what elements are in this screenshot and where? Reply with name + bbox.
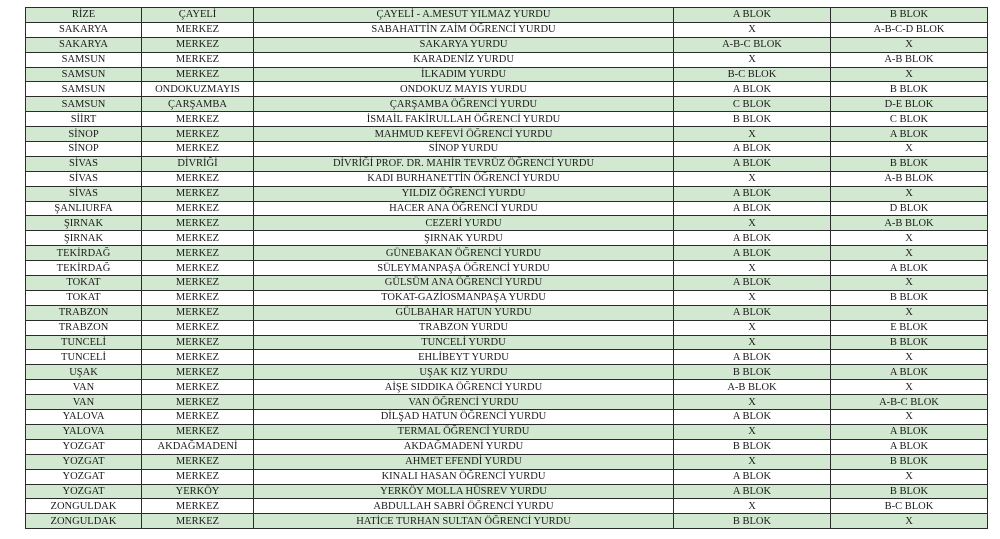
block-column-a-cell: X xyxy=(674,22,831,37)
dormitory-name-cell: ABDULLAH SABRİ ÖĞRENCİ YURDU xyxy=(254,499,674,514)
table-row xyxy=(26,67,988,82)
dormitory-name-cell: SAKARYA YURDU xyxy=(254,37,674,52)
dormitory-name-cell: CEZERİ YURDU xyxy=(254,216,674,231)
block-column-b-cell: A-B BLOK xyxy=(831,216,988,231)
province-cell: TRABZON xyxy=(26,305,142,320)
block-column-a-cell: B BLOK xyxy=(674,439,831,454)
province-cell: SİVAS xyxy=(26,156,142,171)
block-column-b-cell: X xyxy=(831,231,988,246)
block-column-a-cell: B-C BLOK xyxy=(674,67,831,82)
block-column-a-cell: X xyxy=(674,261,831,276)
block-column-b-cell: B BLOK xyxy=(831,8,988,23)
district-cell: MERKEZ xyxy=(142,380,254,395)
province-cell: ZONGULDAK xyxy=(26,499,142,514)
district-cell: MERKEZ xyxy=(142,424,254,439)
district-cell: MERKEZ xyxy=(142,290,254,305)
table-row xyxy=(26,499,988,514)
district-cell: MERKEZ xyxy=(142,37,254,52)
district-cell: MERKEZ xyxy=(142,186,254,201)
table-row xyxy=(26,305,988,320)
block-column-b-cell: B BLOK xyxy=(831,484,988,499)
province-cell: TOKAT xyxy=(26,290,142,305)
province-cell: TOKAT xyxy=(26,276,142,291)
table-row xyxy=(26,335,988,350)
block-column-a-cell: A BLOK xyxy=(674,246,831,261)
district-cell: MERKEZ xyxy=(142,305,254,320)
block-column-a-cell: A-B-C BLOK xyxy=(674,37,831,52)
dormitory-name-cell: YERKÖY MOLLA HÜSREV YURDU xyxy=(254,484,674,499)
province-cell: YOZGAT xyxy=(26,469,142,484)
block-column-a-cell: A BLOK xyxy=(674,276,831,291)
block-column-b-cell: X xyxy=(831,380,988,395)
district-cell: ÇARŞAMBA xyxy=(142,97,254,112)
table-row xyxy=(26,8,988,23)
province-cell: VAN xyxy=(26,395,142,410)
province-cell: RİZE xyxy=(26,8,142,23)
block-column-a-cell: X xyxy=(674,320,831,335)
table-row xyxy=(26,246,988,261)
province-cell: SİİRT xyxy=(26,112,142,127)
block-column-a-cell: B BLOK xyxy=(674,514,831,529)
block-column-b-cell: X xyxy=(831,410,988,425)
table-row xyxy=(26,514,988,529)
dormitory-name-cell: TRABZON YURDU xyxy=(254,320,674,335)
province-cell: YOZGAT xyxy=(26,454,142,469)
district-cell: MERKEZ xyxy=(142,52,254,67)
table-row xyxy=(26,156,988,171)
province-cell: SİVAS xyxy=(26,171,142,186)
dormitory-name-cell: EHLİBEYT YURDU xyxy=(254,350,674,365)
block-column-a-cell: X xyxy=(674,52,831,67)
block-column-b-cell: X xyxy=(831,469,988,484)
block-column-b-cell: X xyxy=(831,276,988,291)
province-cell: ŞANLIURFA xyxy=(26,201,142,216)
province-cell: SAMSUN xyxy=(26,52,142,67)
district-cell: MERKEZ xyxy=(142,261,254,276)
block-column-b-cell: C BLOK xyxy=(831,112,988,127)
province-cell: SAMSUN xyxy=(26,67,142,82)
dormitory-name-cell: KADI BURHANETTİN ÖĞRENCİ YURDU xyxy=(254,171,674,186)
table-row xyxy=(26,216,988,231)
dormitory-table-container xyxy=(25,7,987,529)
table-row xyxy=(26,484,988,499)
dormitory-name-cell: DİVRİĞİ PROF. DR. MAHİR TEVRÜZ ÖĞRENCİ YURDU xyxy=(254,156,674,171)
province-cell: SİNOP xyxy=(26,127,142,142)
dormitory-name-cell: MAHMUD KEFEVİ ÖĞRENCİ YURDU xyxy=(254,127,674,142)
block-column-a-cell: A BLOK xyxy=(674,231,831,246)
block-column-a-cell: X xyxy=(674,290,831,305)
block-column-b-cell: A-B-C BLOK xyxy=(831,395,988,410)
province-cell: UŞAK xyxy=(26,365,142,380)
dormitory-name-cell: İLKADIM YURDU xyxy=(254,67,674,82)
block-column-b-cell: B BLOK xyxy=(831,290,988,305)
table-row xyxy=(26,127,988,142)
district-cell: MERKEZ xyxy=(142,410,254,425)
district-cell: MERKEZ xyxy=(142,365,254,380)
block-column-b-cell: A-B-C-D BLOK xyxy=(831,22,988,37)
district-cell: MERKEZ xyxy=(142,142,254,157)
block-column-b-cell: A BLOK xyxy=(831,365,988,380)
table-row xyxy=(26,22,988,37)
province-cell: TUNCELİ xyxy=(26,350,142,365)
district-cell: MERKEZ xyxy=(142,499,254,514)
province-cell: ŞIRNAK xyxy=(26,231,142,246)
block-column-b-cell: A BLOK xyxy=(831,424,988,439)
table-row xyxy=(26,320,988,335)
province-cell: SAKARYA xyxy=(26,37,142,52)
table-row xyxy=(26,112,988,127)
block-column-b-cell: D BLOK xyxy=(831,201,988,216)
table-row xyxy=(26,82,988,97)
district-cell: MERKEZ xyxy=(142,67,254,82)
dormitory-name-cell: İSMAİL FAKİRULLAH ÖĞRENCİ YURDU xyxy=(254,112,674,127)
district-cell: MERKEZ xyxy=(142,216,254,231)
province-cell: VAN xyxy=(26,380,142,395)
block-column-a-cell: B BLOK xyxy=(674,365,831,380)
block-column-a-cell: X xyxy=(674,335,831,350)
block-column-a-cell: X xyxy=(674,499,831,514)
table-row xyxy=(26,350,988,365)
dormitory-name-cell: ŞIRNAK YURDU xyxy=(254,231,674,246)
dormitory-name-cell: DİLŞAD HATUN ÖĞRENCİ YURDU xyxy=(254,410,674,425)
block-column-b-cell: B BLOK xyxy=(831,454,988,469)
dormitory-name-cell: HATİCE TURHAN SULTAN ÖĞRENCİ YURDU xyxy=(254,514,674,529)
district-cell: MERKEZ xyxy=(142,335,254,350)
district-cell: MERKEZ xyxy=(142,514,254,529)
block-column-b-cell: X xyxy=(831,246,988,261)
dormitory-name-cell: GÜLBAHAR HATUN YURDU xyxy=(254,305,674,320)
block-column-a-cell: X xyxy=(674,127,831,142)
dormitory-name-cell: SİNOP YURDU xyxy=(254,142,674,157)
table-row xyxy=(26,469,988,484)
dormitory-name-cell: ÇARŞAMBA ÖĞRENCİ YURDU xyxy=(254,97,674,112)
district-cell: MERKEZ xyxy=(142,231,254,246)
table-row xyxy=(26,231,988,246)
district-cell: MERKEZ xyxy=(142,320,254,335)
table-body xyxy=(26,8,988,529)
dormitory-table xyxy=(25,7,988,529)
table-row xyxy=(26,97,988,112)
table-row xyxy=(26,380,988,395)
block-column-b-cell: A BLOK xyxy=(831,261,988,276)
dormitory-name-cell: AKDAĞMADENİ YURDU xyxy=(254,439,674,454)
dormitory-name-cell: AİŞE SIDDIKA ÖĞRENCİ YURDU xyxy=(254,380,674,395)
block-column-b-cell: D-E BLOK xyxy=(831,97,988,112)
table-row xyxy=(26,201,988,216)
table-row xyxy=(26,261,988,276)
block-column-a-cell: A-B BLOK xyxy=(674,380,831,395)
block-column-a-cell: X xyxy=(674,171,831,186)
block-column-a-cell: A BLOK xyxy=(674,82,831,97)
block-column-a-cell: A BLOK xyxy=(674,156,831,171)
dormitory-name-cell: GÜNEBAKAN ÖĞRENCİ YURDU xyxy=(254,246,674,261)
block-column-a-cell: X xyxy=(674,454,831,469)
block-column-a-cell: X xyxy=(674,216,831,231)
table-row xyxy=(26,52,988,67)
district-cell: YERKÖY xyxy=(142,484,254,499)
table-row xyxy=(26,424,988,439)
block-column-a-cell: A BLOK xyxy=(674,484,831,499)
district-cell: MERKEZ xyxy=(142,112,254,127)
table-row xyxy=(26,365,988,380)
province-cell: ŞIRNAK xyxy=(26,216,142,231)
block-column-a-cell: A BLOK xyxy=(674,469,831,484)
block-column-a-cell: A BLOK xyxy=(674,305,831,320)
district-cell: MERKEZ xyxy=(142,127,254,142)
district-cell: MERKEZ xyxy=(142,246,254,261)
table-row xyxy=(26,142,988,157)
block-column-b-cell: A-B BLOK xyxy=(831,171,988,186)
block-column-b-cell: A-B BLOK xyxy=(831,52,988,67)
block-column-a-cell: A BLOK xyxy=(674,142,831,157)
table-row xyxy=(26,290,988,305)
district-cell: ONDOKUZMAYIS xyxy=(142,82,254,97)
district-cell: DİVRİĞİ xyxy=(142,156,254,171)
dormitory-name-cell: TOKAT-GAZİOSMANPAŞA YURDU xyxy=(254,290,674,305)
block-column-b-cell: B BLOK xyxy=(831,82,988,97)
block-column-a-cell: X xyxy=(674,395,831,410)
block-column-b-cell: X xyxy=(831,350,988,365)
block-column-b-cell: X xyxy=(831,67,988,82)
block-column-a-cell: X xyxy=(674,424,831,439)
block-column-b-cell: X xyxy=(831,305,988,320)
dormitory-name-cell: GÜLSÜM ANA ÖĞRENCİ YURDU xyxy=(254,276,674,291)
province-cell: YOZGAT xyxy=(26,439,142,454)
dormitory-name-cell: KARADENİZ YURDU xyxy=(254,52,674,67)
block-column-a-cell: C BLOK xyxy=(674,97,831,112)
province-cell: YALOVA xyxy=(26,424,142,439)
district-cell: MERKEZ xyxy=(142,276,254,291)
province-cell: SİNOP xyxy=(26,142,142,157)
table-row xyxy=(26,410,988,425)
province-cell: SAKARYA xyxy=(26,22,142,37)
province-cell: SİVAS xyxy=(26,186,142,201)
dormitory-name-cell: KINALI HASAN ÖĞRENCİ YURDU xyxy=(254,469,674,484)
dormitory-name-cell: SABAHATTİN ZAİM ÖĞRENCİ YURDU xyxy=(254,22,674,37)
block-column-b-cell: B BLOK xyxy=(831,156,988,171)
district-cell: MERKEZ xyxy=(142,469,254,484)
dormitory-name-cell: HACER ANA ÖĞRENCİ YURDU xyxy=(254,201,674,216)
block-column-b-cell: A BLOK xyxy=(831,439,988,454)
block-column-a-cell: A BLOK xyxy=(674,186,831,201)
dormitory-name-cell: AHMET EFENDİ YURDU xyxy=(254,454,674,469)
province-cell: SAMSUN xyxy=(26,82,142,97)
table-row xyxy=(26,276,988,291)
dormitory-name-cell: UŞAK KIZ YURDU xyxy=(254,365,674,380)
dormitory-name-cell: TERMAL ÖĞRENCİ YURDU xyxy=(254,424,674,439)
district-cell: ÇAYELİ xyxy=(142,8,254,23)
block-column-b-cell: A BLOK xyxy=(831,127,988,142)
district-cell: MERKEZ xyxy=(142,454,254,469)
block-column-a-cell: B BLOK xyxy=(674,112,831,127)
block-column-a-cell: A BLOK xyxy=(674,350,831,365)
table-row xyxy=(26,37,988,52)
table-row xyxy=(26,454,988,469)
district-cell: MERKEZ xyxy=(142,22,254,37)
block-column-b-cell: X xyxy=(831,142,988,157)
province-cell: TUNCELİ xyxy=(26,335,142,350)
district-cell: MERKEZ xyxy=(142,350,254,365)
block-column-b-cell: B-C BLOK xyxy=(831,499,988,514)
block-column-b-cell: X xyxy=(831,37,988,52)
block-column-a-cell: A BLOK xyxy=(674,201,831,216)
district-cell: MERKEZ xyxy=(142,395,254,410)
block-column-a-cell: A BLOK xyxy=(674,8,831,23)
block-column-b-cell: E BLOK xyxy=(831,320,988,335)
district-cell: AKDAĞMADENİ xyxy=(142,439,254,454)
province-cell: YALOVA xyxy=(26,410,142,425)
block-column-b-cell: X xyxy=(831,186,988,201)
province-cell: SAMSUN xyxy=(26,97,142,112)
district-cell: MERKEZ xyxy=(142,171,254,186)
table-row xyxy=(26,171,988,186)
dormitory-name-cell: ÇAYELİ - A.MESUT YILMAZ YURDU xyxy=(254,8,674,23)
province-cell: ZONGULDAK xyxy=(26,514,142,529)
province-cell: TEKİRDAĞ xyxy=(26,246,142,261)
dormitory-name-cell: YILDIZ ÖĞRENCİ YURDU xyxy=(254,186,674,201)
block-column-a-cell: A BLOK xyxy=(674,410,831,425)
table-row xyxy=(26,186,988,201)
block-column-b-cell: B BLOK xyxy=(831,335,988,350)
table-row xyxy=(26,395,988,410)
province-cell: YOZGAT xyxy=(26,484,142,499)
district-cell: MERKEZ xyxy=(142,201,254,216)
province-cell: TRABZON xyxy=(26,320,142,335)
table-row xyxy=(26,439,988,454)
province-cell: TEKİRDAĞ xyxy=(26,261,142,276)
dormitory-name-cell: VAN ÖĞRENCİ YURDU xyxy=(254,395,674,410)
dormitory-name-cell: SÜLEYMANPAŞA ÖĞRENCİ YURDU xyxy=(254,261,674,276)
block-column-b-cell: X xyxy=(831,514,988,529)
dormitory-name-cell: ONDOKUZ MAYIS YURDU xyxy=(254,82,674,97)
dormitory-name-cell: TUNCELİ YURDU xyxy=(254,335,674,350)
